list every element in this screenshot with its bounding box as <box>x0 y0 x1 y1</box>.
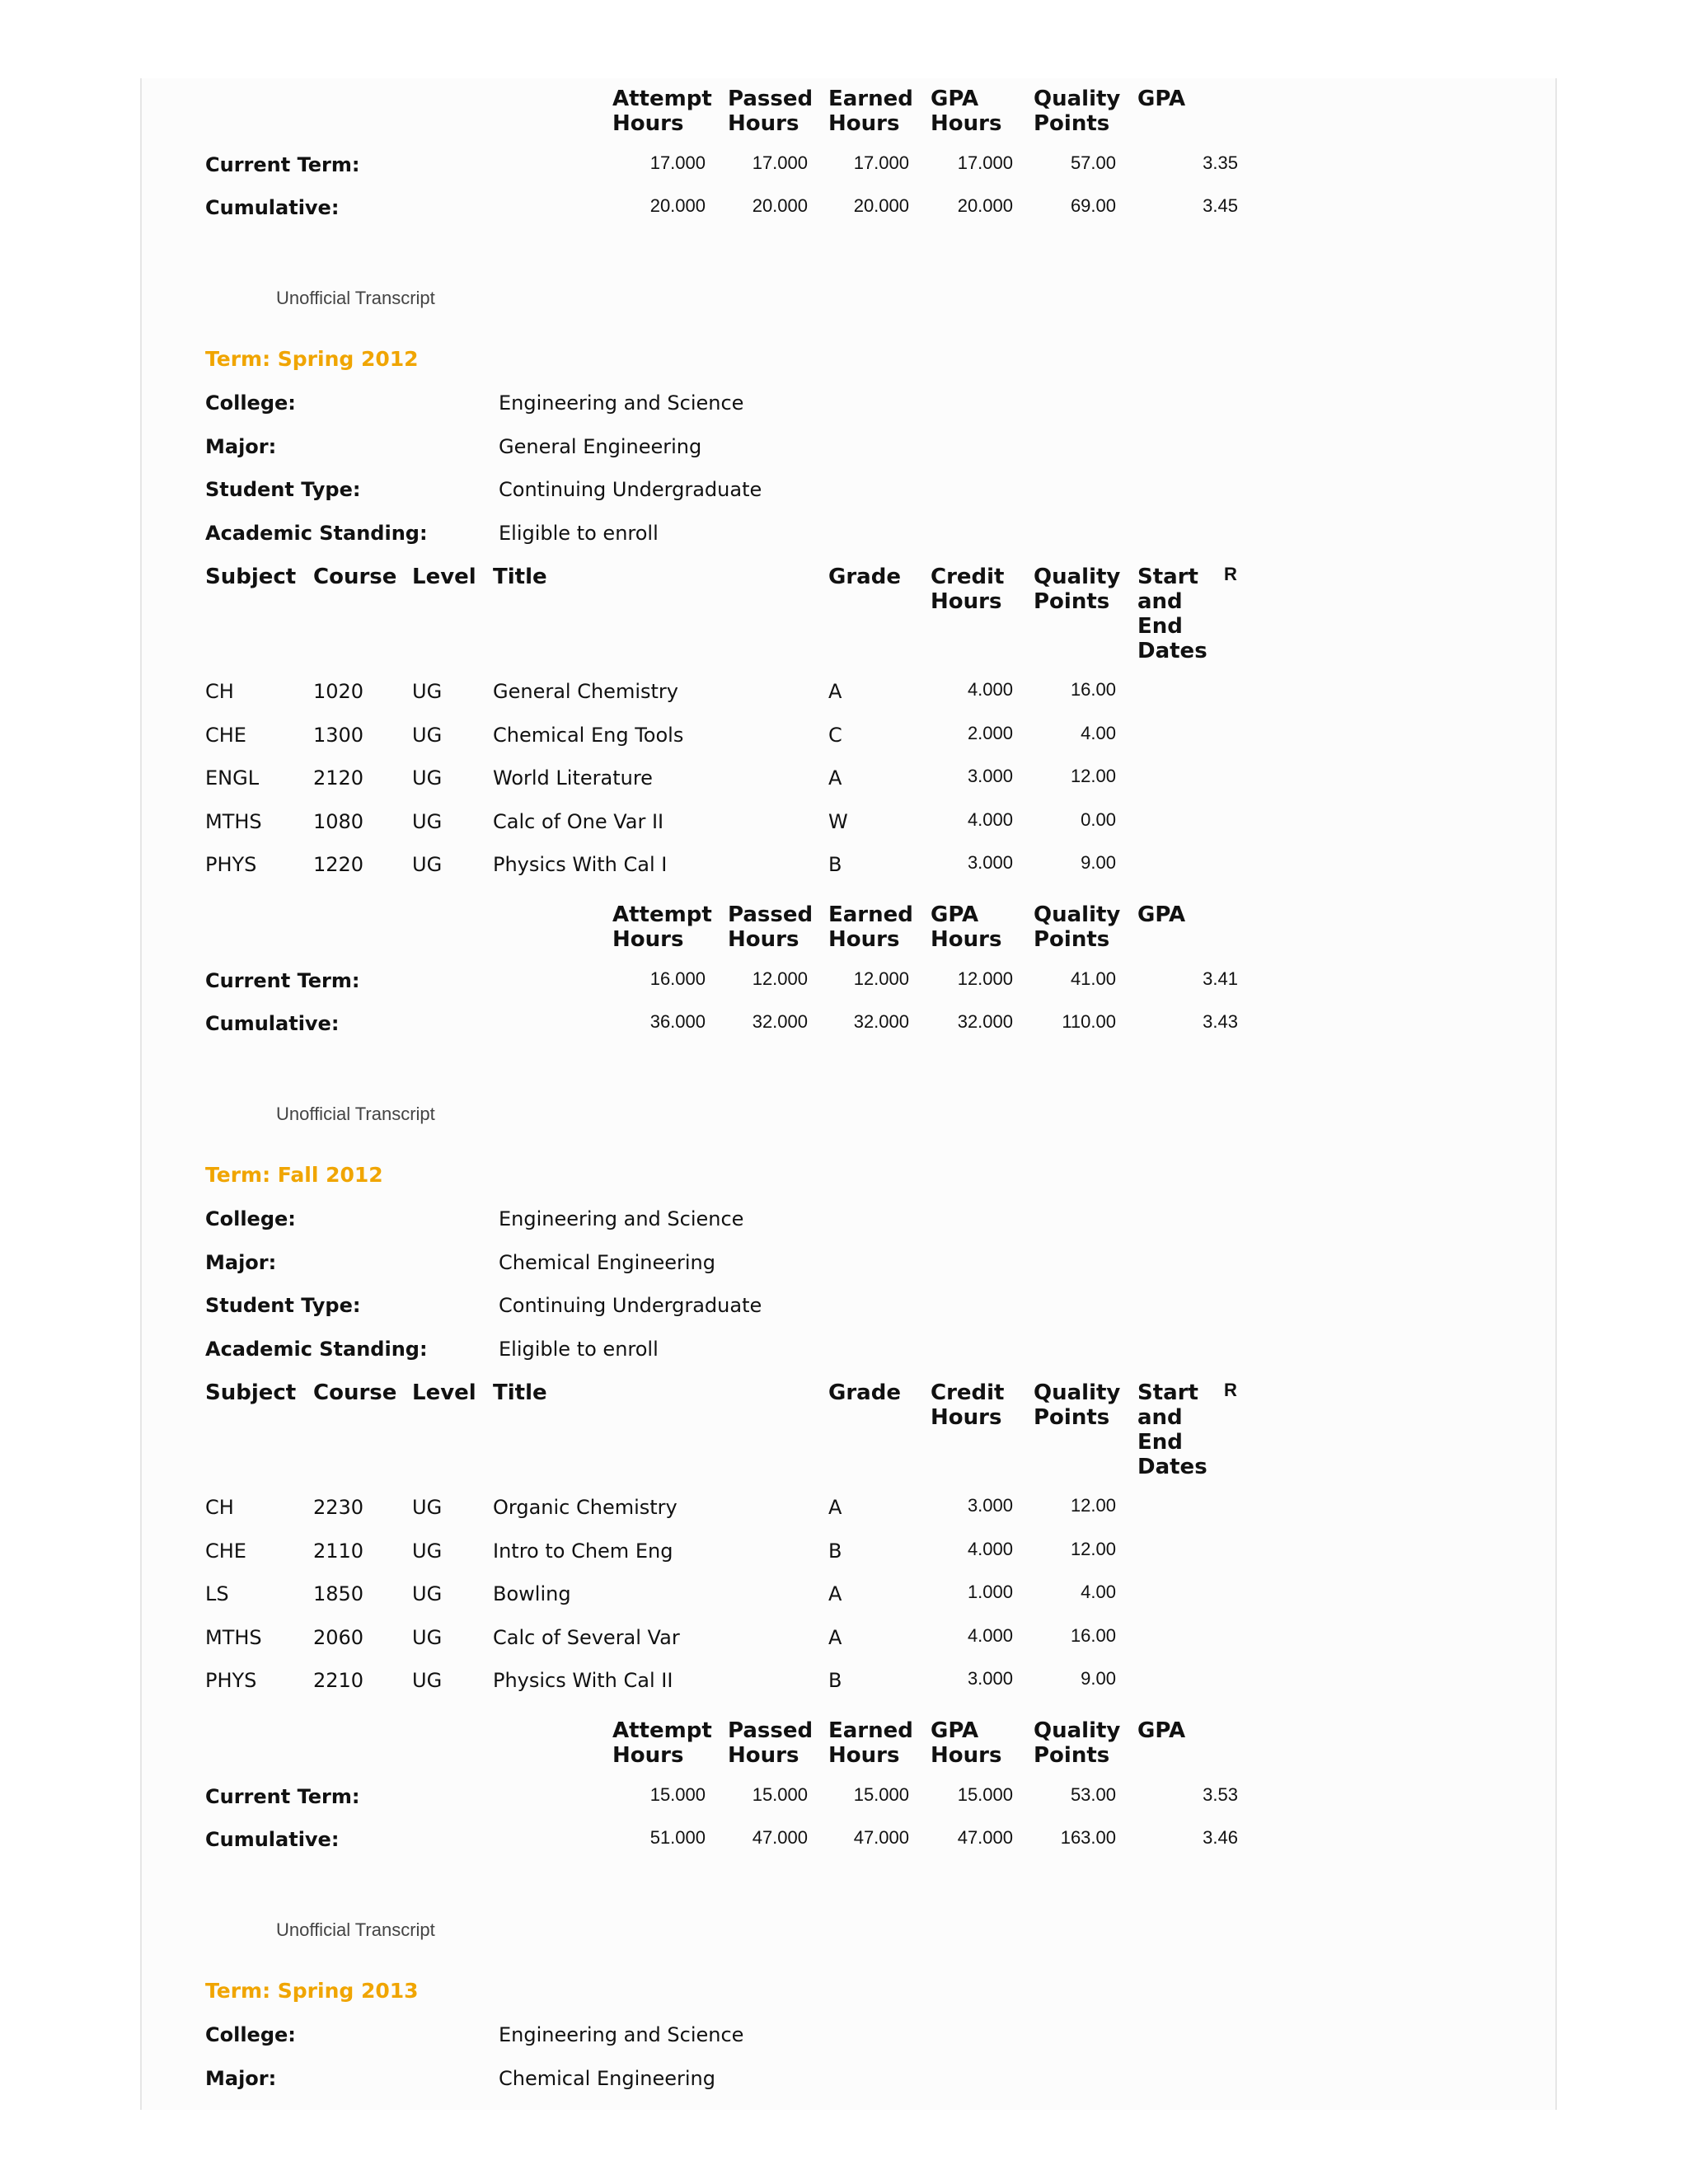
term-spring-2012-course-2-col-1: 2120 <box>313 766 364 790</box>
term-spring-2012-summary-cumulative-attempt: 36.000 <box>649 1011 706 1032</box>
top-summary-current-gpa_hours: 17.000 <box>957 152 1013 173</box>
term-spring-2013-term-heading: Term: Spring 2013 <box>205 1979 419 2003</box>
top-summary-header-quality: Quality <box>1034 87 1121 111</box>
top-summary-cumulative-quality: 69.00 <box>1070 195 1116 216</box>
term-fall-2012-course-0-col-4: A <box>828 1496 842 1519</box>
term-fall-2012-course-3-quality: 16.00 <box>1070 1624 1116 1646</box>
term-fall-2012-summary-cumulative-quality: 163.00 <box>1060 1827 1116 1848</box>
term-spring-2012-course-4-col-1: 1220 <box>313 853 364 876</box>
term-fall-2012-course-1-credit: 4.000 <box>967 1538 1013 1559</box>
term-fall-2012-unofficial-transcript: Unofficial Transcript <box>276 1104 435 1124</box>
term-spring-2012-course-4-col-2: UG <box>412 853 443 876</box>
term-fall-2012-course-1-col-4: B <box>828 1539 842 1563</box>
term-spring-2012-course-4-quality: 9.00 <box>1081 852 1116 873</box>
term-fall-2012-summary-cumulative-earned: 47.000 <box>853 1827 909 1848</box>
term-spring-2013-major-value: Chemical Engineering <box>499 2066 715 2090</box>
term-spring-2012-course-1-credit: 2.000 <box>967 722 1013 743</box>
term-spring-2012-header-level: Level <box>412 565 476 589</box>
term-spring-2012-course-3-col-2: UG <box>412 809 443 833</box>
term-fall-2012-course-2-col-3: Bowling <box>493 1582 571 1605</box>
term-fall-2012-course-0-credit: 3.000 <box>967 1495 1013 1516</box>
term-spring-2012-course-0-quality: 16.00 <box>1070 679 1116 700</box>
term-spring-2012-header-dates: End <box>1137 614 1183 639</box>
top-summary-header-gpa: GPA <box>1137 87 1186 111</box>
term-fall-2012-course-4-col-1: 2210 <box>313 1669 364 1692</box>
term-fall-2012-summary-current-gpa_hours: 15.000 <box>957 1784 1013 1805</box>
term-spring-2012-header-course: Course <box>313 565 397 589</box>
term-spring-2012-summary-header-earned: Hours <box>828 927 900 952</box>
term-spring-2012-course-4-col-4: B <box>828 853 842 876</box>
term-spring-2012-summary-current-attempt: 16.000 <box>649 968 706 989</box>
term-fall-2012-course-2-col-1: 1850 <box>313 1582 364 1605</box>
term-fall-2012-major-value: Chemical Engineering <box>499 1250 715 1274</box>
term-fall-2012-summary-cumulative-gpa: 3.46 <box>1203 1827 1238 1848</box>
term-spring-2012-summary-cumulative-gpa_hours: 32.000 <box>957 1011 1013 1032</box>
term-fall-2012-college-label: College: <box>205 1207 296 1230</box>
term-fall-2012-course-0-col-1: 2230 <box>313 1496 364 1519</box>
term-spring-2012-summary-cumulative-label: Cumulative: <box>205 1012 340 1035</box>
term-spring-2012-course-3-col-4: W <box>828 809 848 833</box>
term-spring-2012-course-3-col-1: 1080 <box>313 809 364 833</box>
term-fall-2012-header-quality: Quality <box>1034 1380 1121 1405</box>
top-summary-header-passed: Hours <box>728 111 799 136</box>
term-fall-2012-course-1-col-2: UG <box>412 1539 443 1563</box>
term-spring-2012-term-heading: Term: Spring 2012 <box>205 347 419 371</box>
term-fall-2012-summary-header-gpa_hours: Hours <box>931 1743 1002 1768</box>
term-spring-2012-summary-cumulative-earned: 32.000 <box>853 1011 909 1032</box>
top-summary-header-attempt: Hours <box>612 111 684 136</box>
term-spring-2012-course-2-quality: 12.00 <box>1070 766 1116 786</box>
term-fall-2012-summary-current-passed: 15.000 <box>752 1784 808 1805</box>
term-spring-2012-summary-header-earned: Earned <box>828 902 913 927</box>
top-summary-current-gpa: 3.35 <box>1203 152 1238 173</box>
term-spring-2012-course-4-credit: 3.000 <box>967 852 1013 873</box>
term-spring-2012-header-credit: Hours <box>931 589 1002 614</box>
term-fall-2012-standing-value: Eligible to enroll <box>499 1337 659 1361</box>
term-spring-2012-summary-cumulative-passed: 32.000 <box>752 1011 808 1032</box>
term-fall-2012-summary-header-quality: Points <box>1034 1743 1110 1768</box>
term-spring-2012-college-value: Engineering and Science <box>499 391 744 415</box>
term-spring-2012-header-quality: Quality <box>1034 565 1121 589</box>
term-spring-2012-summary-cumulative-gpa: 3.43 <box>1203 1011 1238 1032</box>
top-summary-current-term-label: Current Term: <box>205 153 360 176</box>
term-fall-2012-header-dates: and <box>1137 1405 1183 1430</box>
term-fall-2012-summary-header-gpa_hours: GPA <box>931 1718 979 1743</box>
term-fall-2012-course-3-col-1: 2060 <box>313 1625 364 1649</box>
term-spring-2012-summary-header-gpa_hours: Hours <box>931 927 1002 952</box>
top-summary-header-gpa_hours: GPA <box>931 87 979 111</box>
term-fall-2012-header-credit: Credit <box>931 1380 1005 1405</box>
term-spring-2012-major-value: General Engineering <box>499 434 702 458</box>
term-fall-2012-header-level: Level <box>412 1380 476 1405</box>
term-spring-2012-summary-header-passed: Passed <box>728 902 814 927</box>
term-fall-2012-course-3-col-2: UG <box>412 1625 443 1649</box>
term-fall-2012-term-heading: Term: Fall 2012 <box>205 1163 383 1187</box>
term-fall-2012-summary-current-attempt: 15.000 <box>649 1784 706 1805</box>
top-summary-cumulative-gpa_hours: 20.000 <box>957 195 1013 216</box>
term-fall-2012-course-4-col-4: B <box>828 1669 842 1692</box>
term-fall-2012-course-0-col-2: UG <box>412 1496 443 1519</box>
top-summary-cumulative-passed: 20.000 <box>752 195 808 216</box>
term-spring-2012-summary-header-quality: Quality <box>1034 902 1121 927</box>
term-spring-2012-header-credit: Credit <box>931 565 1005 589</box>
term-spring-2012-summary-current-quality: 41.00 <box>1070 968 1116 989</box>
term-fall-2012-course-2-quality: 4.00 <box>1081 1582 1116 1602</box>
term-spring-2012-course-2-credit: 3.000 <box>967 766 1013 786</box>
term-spring-2013-college-label: College: <box>205 2023 296 2046</box>
term-spring-2012-summary-current-term-label: Current Term: <box>205 969 360 992</box>
top-summary-header-quality: Points <box>1034 111 1110 136</box>
top-summary-current-passed: 17.000 <box>752 152 808 173</box>
term-spring-2012-summary-header-quality: Points <box>1034 927 1110 952</box>
term-spring-2012-summary-current-gpa: 3.41 <box>1203 968 1238 989</box>
term-fall-2012-course-2-col-4: A <box>828 1582 842 1605</box>
term-fall-2012-summary-current-quality: 53.00 <box>1070 1784 1116 1805</box>
term-fall-2012-summary-header-earned: Hours <box>828 1743 900 1768</box>
term-spring-2012-standing-value: Eligible to enroll <box>499 521 659 545</box>
term-fall-2012-header-subject: Subject <box>205 1380 297 1405</box>
term-spring-2012-summary-current-gpa_hours: 12.000 <box>957 968 1013 989</box>
term-fall-2012-summary-cumulative-label: Cumulative: <box>205 1828 340 1851</box>
term-spring-2012-header-title: Title <box>493 565 547 589</box>
top-summary-current-attempt: 17.000 <box>649 152 706 173</box>
term-fall-2012-course-2-credit: 1.000 <box>967 1582 1013 1602</box>
term-fall-2012-header-dates: End <box>1137 1430 1183 1455</box>
term-fall-2012-course-4-credit: 3.000 <box>967 1668 1013 1689</box>
term-spring-2012-course-1-quality: 4.00 <box>1081 722 1116 743</box>
term-spring-2012-course-3-credit: 4.000 <box>967 808 1013 830</box>
term-fall-2012-summary-cumulative-passed: 47.000 <box>752 1827 808 1848</box>
term-spring-2012-course-0-col-2: UG <box>412 680 443 703</box>
term-fall-2012-summary-header-gpa: GPA <box>1137 1718 1186 1743</box>
term-spring-2012-unofficial-transcript: Unofficial Transcript <box>276 288 435 308</box>
term-spring-2012-course-2-col-4: A <box>828 766 842 790</box>
term-spring-2013-college-value: Engineering and Science <box>499 2023 744 2046</box>
term-spring-2012-summary-cumulative-quality: 110.00 <box>1062 1011 1116 1032</box>
term-spring-2012-student_type-value: Continuing Undergraduate <box>499 478 762 501</box>
term-fall-2012-course-1-col-1: 2110 <box>313 1539 364 1563</box>
term-spring-2012-header-quality: Points <box>1034 589 1110 614</box>
top-summary-header-gpa_hours: Hours <box>931 111 1002 136</box>
term-fall-2012-course-4-col-3: Physics With Cal II <box>493 1669 673 1692</box>
term-spring-2012-course-1-col-0: CHE <box>205 723 246 747</box>
term-fall-2012-course-0-col-0: CH <box>205 1496 234 1519</box>
term-spring-2012-course-1-col-3: Chemical Eng Tools <box>493 723 684 747</box>
term-fall-2012-summary-header-passed: Passed <box>728 1718 814 1743</box>
term-spring-2013-unofficial-transcript: Unofficial Transcript <box>276 1919 435 1940</box>
top-summary-header-earned: Earned <box>828 87 913 111</box>
term-fall-2012-header-r: R <box>1224 1380 1237 1400</box>
top-summary-cumulative-label: Cumulative: <box>205 196 340 219</box>
term-fall-2012-standing-label: Academic Standing: <box>205 1337 428 1361</box>
term-fall-2012-header-title: Title <box>493 1380 547 1405</box>
top-summary-cumulative-gpa: 3.45 <box>1203 195 1238 216</box>
term-fall-2012-header-dates: Dates <box>1137 1455 1207 1479</box>
term-spring-2012-course-0-credit: 4.000 <box>967 679 1013 700</box>
term-fall-2012-course-3-col-4: A <box>828 1625 842 1649</box>
term-spring-2012-course-3-col-3: Calc of One Var II <box>493 809 664 833</box>
term-spring-2012-summary-header-attempt: Hours <box>612 927 684 952</box>
term-fall-2012-course-4-col-2: UG <box>412 1669 443 1692</box>
term-spring-2012-course-0-col-0: CH <box>205 680 234 703</box>
term-fall-2012-header-dates: Start <box>1137 1380 1198 1405</box>
term-fall-2012-summary-current-gpa: 3.53 <box>1203 1784 1238 1805</box>
term-spring-2012-student_type-label: Student Type: <box>205 478 361 501</box>
term-spring-2012-course-0-col-4: A <box>828 680 842 703</box>
term-spring-2012-course-4-col-0: PHYS <box>205 853 257 876</box>
term-fall-2012-course-1-col-3: Intro to Chem Eng <box>493 1539 673 1563</box>
top-summary-current-earned: 17.000 <box>853 152 909 173</box>
term-spring-2013-major-label: Major: <box>205 2066 277 2090</box>
term-spring-2012-course-0-col-1: 1020 <box>313 680 364 703</box>
term-spring-2012-summary-header-attempt: Attempt <box>612 902 712 927</box>
term-fall-2012-summary-header-quality: Quality <box>1034 1718 1121 1743</box>
term-spring-2012-summary-current-earned: 12.000 <box>853 968 909 989</box>
term-spring-2012-course-3-col-0: MTHS <box>205 809 262 833</box>
term-spring-2012-standing-label: Academic Standing: <box>205 521 428 545</box>
top-summary-cumulative-earned: 20.000 <box>853 195 909 216</box>
term-spring-2012-course-2-col-2: UG <box>412 766 443 790</box>
term-spring-2012-course-2-col-0: ENGL <box>205 766 260 790</box>
term-fall-2012-header-credit: Hours <box>931 1405 1002 1430</box>
term-fall-2012-course-1-col-0: CHE <box>205 1539 246 1563</box>
term-fall-2012-course-3-credit: 4.000 <box>967 1624 1013 1646</box>
term-spring-2012-course-4-col-3: Physics With Cal I <box>493 853 668 876</box>
term-fall-2012-header-course: Course <box>313 1380 397 1405</box>
top-summary-header-earned: Hours <box>828 111 900 136</box>
term-fall-2012-course-0-quality: 12.00 <box>1070 1495 1116 1516</box>
term-spring-2012-course-2-col-3: World Literature <box>493 766 653 790</box>
term-fall-2012-summary-current-earned: 15.000 <box>853 1784 909 1805</box>
term-fall-2012-summary-header-attempt: Hours <box>612 1743 684 1768</box>
term-fall-2012-course-4-quality: 9.00 <box>1081 1668 1116 1689</box>
term-spring-2012-course-0-col-3: General Chemistry <box>493 680 678 703</box>
term-fall-2012-student_type-value: Continuing Undergraduate <box>499 1294 762 1317</box>
term-fall-2012-course-4-col-0: PHYS <box>205 1669 257 1692</box>
term-spring-2012-major-label: Major: <box>205 434 277 458</box>
term-fall-2012-header-grade: Grade <box>828 1380 901 1405</box>
term-fall-2012-course-0-col-3: Organic Chemistry <box>493 1496 678 1519</box>
term-fall-2012-header-quality: Points <box>1034 1405 1110 1430</box>
top-summary-header-attempt: Attempt <box>612 87 712 111</box>
term-spring-2012-course-1-col-2: UG <box>412 723 443 747</box>
top-summary-header-passed: Passed <box>728 87 814 111</box>
term-fall-2012-course-3-col-3: Calc of Several Var <box>493 1625 680 1649</box>
term-fall-2012-college-value: Engineering and Science <box>499 1207 744 1230</box>
term-spring-2012-course-1-col-1: 1300 <box>313 723 364 747</box>
term-spring-2012-header-dates: Start <box>1137 565 1198 589</box>
term-fall-2012-summary-header-earned: Earned <box>828 1718 913 1743</box>
term-spring-2012-course-1-col-4: C <box>828 723 842 747</box>
term-fall-2012-course-2-col-0: LS <box>205 1582 229 1605</box>
term-spring-2012-header-r: R <box>1224 564 1237 584</box>
term-spring-2012-course-3-quality: 0.00 <box>1081 808 1116 830</box>
term-spring-2012-summary-header-passed: Hours <box>728 927 799 952</box>
term-spring-2012-header-subject: Subject <box>205 565 297 589</box>
term-spring-2012-header-dates: and <box>1137 589 1183 614</box>
top-summary-current-quality: 57.00 <box>1070 152 1116 173</box>
term-fall-2012-summary-cumulative-attempt: 51.000 <box>649 1827 706 1848</box>
term-spring-2012-summary-header-gpa_hours: GPA <box>931 902 979 927</box>
term-fall-2012-course-3-col-0: MTHS <box>205 1625 262 1649</box>
term-spring-2012-summary-header-gpa: GPA <box>1137 902 1186 927</box>
term-spring-2012-summary-current-passed: 12.000 <box>752 968 808 989</box>
term-fall-2012-summary-header-passed: Hours <box>728 1743 799 1768</box>
term-spring-2012-header-grade: Grade <box>828 565 901 589</box>
term-spring-2012-header-dates: Dates <box>1137 639 1207 663</box>
term-spring-2012-college-label: College: <box>205 391 296 415</box>
term-fall-2012-major-label: Major: <box>205 1250 277 1274</box>
term-fall-2012-course-1-quality: 12.00 <box>1070 1538 1116 1559</box>
term-fall-2012-student_type-label: Student Type: <box>205 1294 361 1317</box>
top-summary-cumulative-attempt: 20.000 <box>649 195 706 216</box>
term-fall-2012-summary-header-attempt: Attempt <box>612 1718 712 1743</box>
term-fall-2012-summary-current-term-label: Current Term: <box>205 1785 360 1808</box>
term-fall-2012-summary-cumulative-gpa_hours: 47.000 <box>957 1827 1013 1848</box>
term-fall-2012-course-2-col-2: UG <box>412 1582 443 1605</box>
